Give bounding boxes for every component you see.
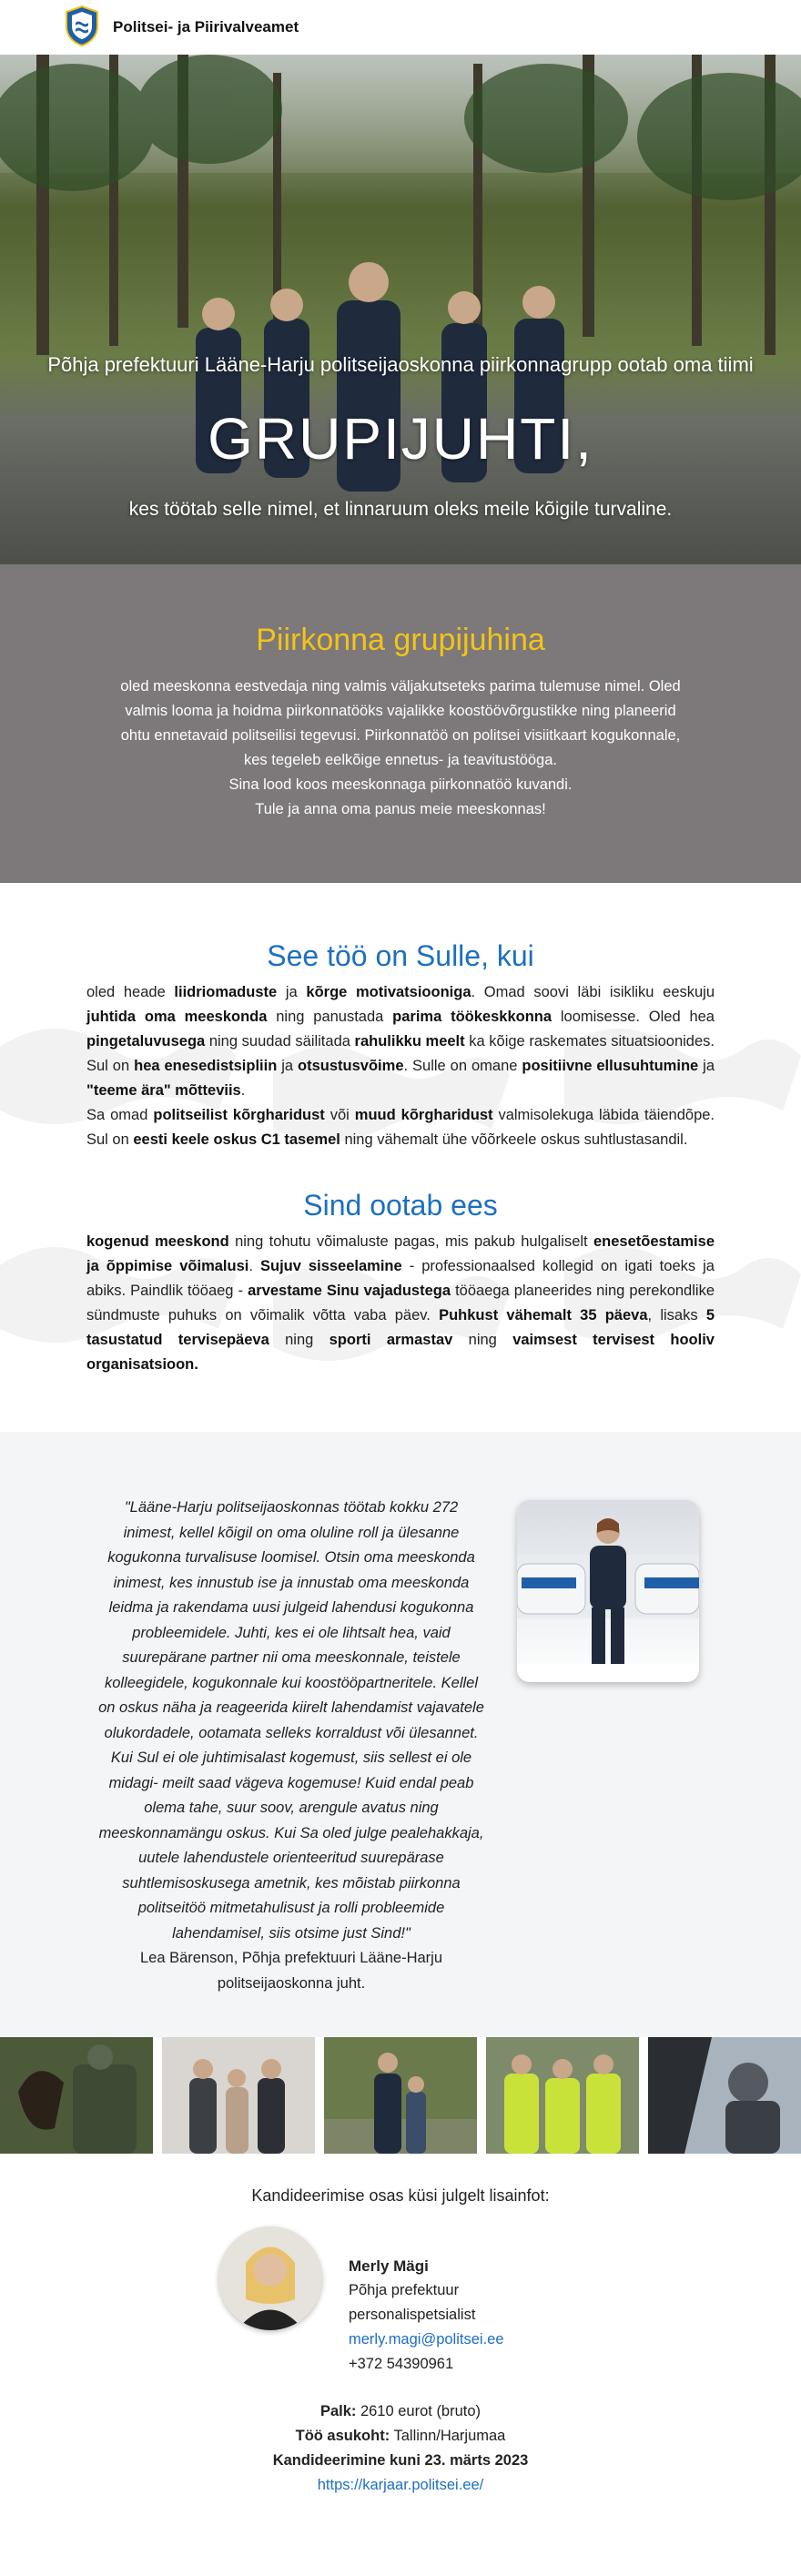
text: Puhkust vähemalt 35 päeva: [439, 1307, 648, 1323]
application-deadline: Kandideerimine kuni 23. märts 2023: [272, 2452, 529, 2469]
hero-photo: [0, 55, 801, 564]
text: ning: [452, 1332, 513, 1348]
text: rahulikku meelt: [354, 1033, 465, 1050]
text: hea enesedistsipliin: [134, 1058, 278, 1074]
text: ja: [277, 1058, 299, 1074]
hero-subtitle: Põhja prefektuuri Lääne-Harju politseijaoskonna piirkonnagrupp ootab oma tiimi: [47, 353, 754, 376]
avatar: [218, 2226, 322, 2330]
location-label: Töö asukoht:: [295, 2428, 390, 2444]
text: . Omad soovi läbi isikliku eeskuju: [471, 984, 715, 1000]
text: eesti keele oskus C1 tasemel: [133, 1131, 340, 1148]
text: politseilist kõrgharidust: [153, 1107, 325, 1123]
contact-email-link[interactable]: merly.magi@politsei.ee: [349, 2331, 504, 2348]
text: positiivne ellusuhtumine: [522, 1058, 699, 1074]
text: sporti armastav: [329, 1332, 453, 1348]
role-line: oled meeskonna eestvedaja ning valmis väljakutseteks parima tulemuse nimel. Oled: [120, 678, 681, 695]
offer-heading: Sind ootab ees: [303, 1189, 498, 1222]
text: . Sulle on omane: [403, 1058, 522, 1074]
contact-org: Põhja prefektuur: [349, 2282, 460, 2298]
text: juhtida oma meeskonda: [86, 1009, 268, 1025]
salary: [0, 2399, 801, 2424]
org-name: Politsei- ja Piirivalveamet: [113, 18, 299, 35]
text: vaimsest tervisest hooliv organisatsioon.: [86, 1332, 715, 1373]
text: - professionaalsed kollegid on igati toeks ja abiks. Paindlik tööaeg -: [86, 1258, 715, 1299]
text: , lisaks: [647, 1307, 706, 1323]
location-value: Tallinn/Harjumaa: [390, 2428, 506, 2444]
contact-phone: +372 54390961: [349, 2356, 454, 2372]
text: ning panustada: [267, 1009, 393, 1025]
text: ning vähemalt ühe võõrkeele oskus suhtlustasandil.: [340, 1131, 688, 1148]
photo-family: [162, 2037, 315, 2154]
text: parima töökeskkonna: [392, 1009, 553, 1025]
leader-photo: [517, 1500, 699, 1682]
text: Sujuv sisseelamine: [259, 1258, 402, 1274]
site-header: [0, 0, 801, 55]
text: valmisolekuga läbida täiendõpe. Sul on: [86, 1107, 715, 1148]
text: liidriomaduste: [174, 984, 278, 1000]
text: kõrge motivatsiooniga: [306, 984, 471, 1000]
hero-tagline: kes töötab selle nimel, et linnaruum oleks meile kõigile turvaline.: [128, 499, 673, 520]
text: ning tohutu võimaluste pagas, mis pakub hulgaliselt: [228, 1233, 593, 1250]
job-details: [0, 883, 801, 1432]
photo-helicopter-pilot: [648, 2037, 801, 2154]
text: kogenud meeskond: [86, 1233, 229, 1250]
text: arvestame Sinu vajadustega: [248, 1283, 451, 1299]
career-site-link[interactable]: https://karjaar.politsei.ee/: [317, 2477, 484, 2493]
text: ja: [277, 984, 307, 1000]
text: enesetõestamise ja õppimise võimalusi: [86, 1233, 715, 1274]
role-text: [91, 674, 710, 822]
hero-banner: [0, 55, 801, 564]
text: ja: [698, 1058, 715, 1074]
role-line: Sina lood koos meeskonnaga piirkonnatöö kuvandi.: [228, 776, 573, 793]
role-intro: [0, 564, 801, 883]
location: [0, 2424, 801, 2449]
contact-person: [218, 2226, 583, 2381]
contact-section: [0, 2154, 801, 2493]
contact-details: [349, 2254, 504, 2377]
photo-children: [324, 2037, 477, 2154]
text: muud kõrgharidust: [354, 1107, 493, 1123]
text: ning: [269, 1332, 330, 1348]
quote-author: Lea Bärenson, Põhja prefektuuri Lääne-Harju politseijaoskonna juht.: [139, 1950, 443, 1992]
text: ning suudad säilitada: [205, 1033, 355, 1050]
text: otsustusvõime: [298, 1058, 404, 1074]
role-line: ohtu ennetavaid politseilisi tegevusi. Piirkonnatöö on politsei visiitkaart kogukonnale,: [120, 727, 681, 744]
text: pingetaluvusega: [86, 1033, 206, 1050]
police-crest-icon: [64, 5, 100, 51]
requirements-heading: See töö on Sulle, kui: [267, 939, 534, 972]
job-facts: [0, 2399, 801, 2498]
text: oled heade: [86, 984, 175, 1000]
logo[interactable]: [64, 5, 299, 51]
photo-patrol-officers: [486, 2037, 639, 2154]
text: tööaega planeerides ning perekondlike sündmuste puhuks on võimalik võtta vaba päev.: [86, 1283, 715, 1323]
leader-quote-section: [0, 1432, 801, 2037]
role-heading: Piirkonna grupijuhina: [256, 623, 545, 657]
text: 5 tasustatud tervisepäeva: [86, 1307, 715, 1348]
role-line: kes tegeleb eelkõige ennetus- ja teavitustööga.: [244, 752, 557, 768]
quote-text: "Lääne-Harju politseijaoskonnas töötab kokku 272 inimest, kellel kõigil on oma oluline roll ja ülesanne kogukonna turvalisuse loomisel. Otsin oma meeskonda inimest, kes innustub ise ja innustab oma meeskonda leidma ja rakendama uusi julgeid lahendusi kogukonna probleemidele. Juhti, kes ei ole lihtsalt hea, vaid suurepärane partner nii oma meeskonnale, teistele kolleegidele, kogukonnale kui koostööpartneritele. Kellel on oskus näha ja reageerida kiirelt lahendamist vajavatele olukordadele, ootamata selleks korraldust või ülesannet. Kui Sul ei ole juhtimisalast kogemust, siis sellest ei ole midagi- meilt saad vägeva kogemuse! Kuid endal peab olema tahe, suur soov, arengule avatus ning meeskonnamängu oskus. Kui Sa oled julge pealehakkaja, uutele lahendustele orienteeritud suurepärase suhtlemisoskusega ametnik, kes mõistab piirkonna politseitöö mitmetahulisust ja rolli probleemide lahendamisel, siis otsime just Sind!": [98, 1499, 484, 1942]
offer-paragraph: [86, 1230, 715, 1377]
role-line: valmis looma ja hoidma piirkonnatööks vajalikke koostöövõrgustikke ning planeerid: [125, 703, 676, 719]
text: .: [240, 1082, 246, 1099]
text: "teeme ära" mõtteviis: [86, 1082, 241, 1099]
text: ka kõige raskemates situatsioonides. Sul on: [86, 1033, 715, 1074]
text: loomisesse. Oled hea: [552, 1009, 715, 1025]
photo-strip: [0, 2037, 801, 2154]
salary-value: 2610 eurot (bruto): [356, 2403, 482, 2419]
text: Sa omad: [86, 1107, 154, 1123]
requirements-paragraph: [86, 980, 715, 1152]
leader-quote: [98, 1496, 484, 1996]
contact-name: Merly Mägi: [349, 2257, 429, 2275]
text: .: [248, 1258, 260, 1274]
contact-role: personalispetsialist: [349, 2307, 476, 2323]
text: või: [324, 1107, 355, 1123]
role-line: Tule ja anna oma panus meie meeskonnas!: [255, 801, 546, 817]
photo-dog-handler: [0, 2037, 153, 2154]
salary-label: Palk:: [319, 2403, 357, 2419]
contact-prompt: Kandideerimise osas küsi julgelt lisainfot:: [251, 2186, 550, 2205]
hero-title: GRUPIJUHTI,: [208, 406, 593, 472]
